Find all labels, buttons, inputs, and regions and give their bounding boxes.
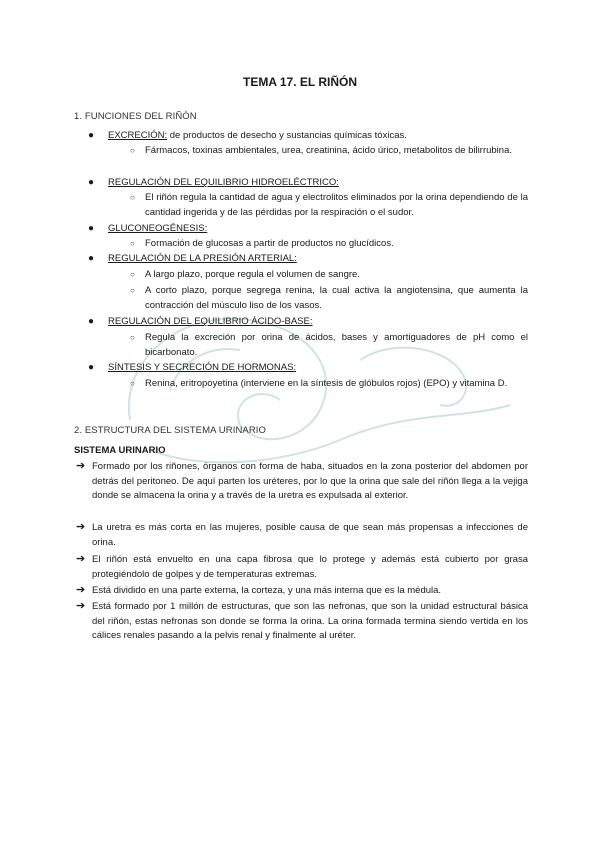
function-heading: REGULACIÓN DEL EQUILIBRIO HIDROELÉCTRICO: [108, 177, 339, 188]
arrow-right-icon: ➔ [76, 460, 86, 472]
function-item [88, 176, 339, 190]
circle-bullet-icon: ○ [130, 270, 135, 279]
function-item [88, 222, 207, 236]
bullet-icon: ● [88, 253, 95, 264]
list-item [76, 521, 528, 550]
list-item [76, 600, 528, 644]
sub-item [130, 237, 528, 252]
sub-item [130, 284, 528, 313]
sub-item [130, 268, 528, 283]
function-heading: GLUCONEOGÉNESIS: [108, 223, 208, 234]
list-item-text: El riñón está envuelto en una capa fibrosa que lo protege y además está cubierto por grasa protegiéndolo de golpes y de temperaturas extremas. [92, 554, 528, 580]
list-item-text: La uretra es más corta en las mujeres, posible causa de que sean más propensas a infecciones de orina. [92, 522, 528, 548]
section-heading-functions: 1. FUNCIONES DEL RIÑÓN [74, 111, 197, 122]
circle-bullet-icon: ○ [130, 286, 135, 295]
arrow-right-icon: ➔ [76, 553, 86, 565]
function-heading: SÍNTESIS Y SECRECIÓN DE HORMONAS: [108, 362, 297, 373]
arrow-right-icon: ➔ [76, 584, 86, 596]
page-title: TEMA 17. EL RIÑÓN [242, 75, 358, 89]
function-heading-tail: de productos de desecho y sustancias químicas tóxicas. [167, 130, 407, 141]
sub-item [130, 331, 528, 360]
circle-bullet-icon: ○ [130, 193, 135, 202]
arrow-right-icon: ➔ [76, 600, 86, 612]
sub-item-text: Fármacos, toxinas ambientales, urea, creatinina, ácido úrico, metabolitos de bilirrubina. [145, 145, 512, 156]
sub-item [130, 377, 528, 392]
sub-item [130, 191, 528, 220]
circle-bullet-icon: ○ [130, 333, 135, 342]
bullet-icon: ● [88, 223, 95, 234]
list-item-text: Está formado por 1 millón de estructuras, que son las nefronas, que son la unidad estructural básica del riñón, estas nefronas son donde se forma la orina. La orina formada termina siendo vertida en los cálices renales pasando a la pelvis renal y finalmente al uréter. [92, 601, 528, 641]
circle-bullet-icon: ○ [130, 146, 135, 155]
sub-item-text: A corto plazo, porque segrega renina, la cual activa la angiotensina, que aumenta la contracción del músculo liso de los vasos. [145, 285, 528, 311]
list-item [76, 553, 528, 582]
function-heading: REGULACIÓN DEL EQUILIBRIO ÁCIDO-BASE: [108, 316, 313, 327]
bullet-icon: ● [88, 316, 95, 327]
sub-item-text: Regula la excreción por orina de ácidos, bases y amortiguadores de pH como el bicarbonato. [145, 332, 528, 358]
sub-item-text: Formación de glucosas a partir de productos no glucídicos. [145, 238, 394, 249]
bullet-icon: ● [88, 362, 95, 373]
function-heading: REGULACIÓN DE LA PRESIÓN ARTERIAL: [108, 253, 297, 264]
bullet-icon: ● [88, 130, 95, 141]
function-heading: EXCRECIÓN: [108, 130, 168, 141]
sub-item-text: Renina, eritropoyetina (interviene en la síntesis de glóbulos rojos) (EPO) y vitamina D. [145, 378, 508, 389]
sub-item-text: El riñón regula la cantidad de agua y electrolitos eliminados por la orina dependiendo de la cantidad ingerida y de las pérdidas por la respiración o el sudor. [145, 192, 528, 218]
subheading: SISTEMA URINARIO [74, 445, 166, 456]
sub-item [130, 144, 528, 159]
circle-bullet-icon: ○ [130, 239, 135, 248]
function-item [88, 361, 296, 375]
circle-bullet-icon: ○ [130, 379, 135, 388]
section-heading-structure: 2. ESTRUCTURA DEL SISTEMA URINARIO [74, 425, 267, 436]
list-item [76, 460, 528, 504]
function-item [88, 252, 297, 266]
function-item [88, 129, 407, 143]
bullet-icon: ● [88, 177, 95, 188]
sub-item-text: A largo plazo, porque regula el volumen de sangre. [145, 269, 360, 280]
list-item [76, 584, 528, 599]
list-item-text: Formado por los riñones, órganos con forma de haba, situados en la zona posterior del abdomen por detrás del peritoneo. De aquí parten los uréteres, por lo que la orina que sale del riñón llega a la vejiga donde se almacena la orina y a través de la uretra es expulsada al exterior. [92, 461, 528, 501]
list-item-text: Está dividido en una parte externa, la corteza, y una más interna que es la médula. [92, 585, 442, 596]
arrow-right-icon: ➔ [76, 521, 86, 533]
function-item [88, 315, 312, 329]
